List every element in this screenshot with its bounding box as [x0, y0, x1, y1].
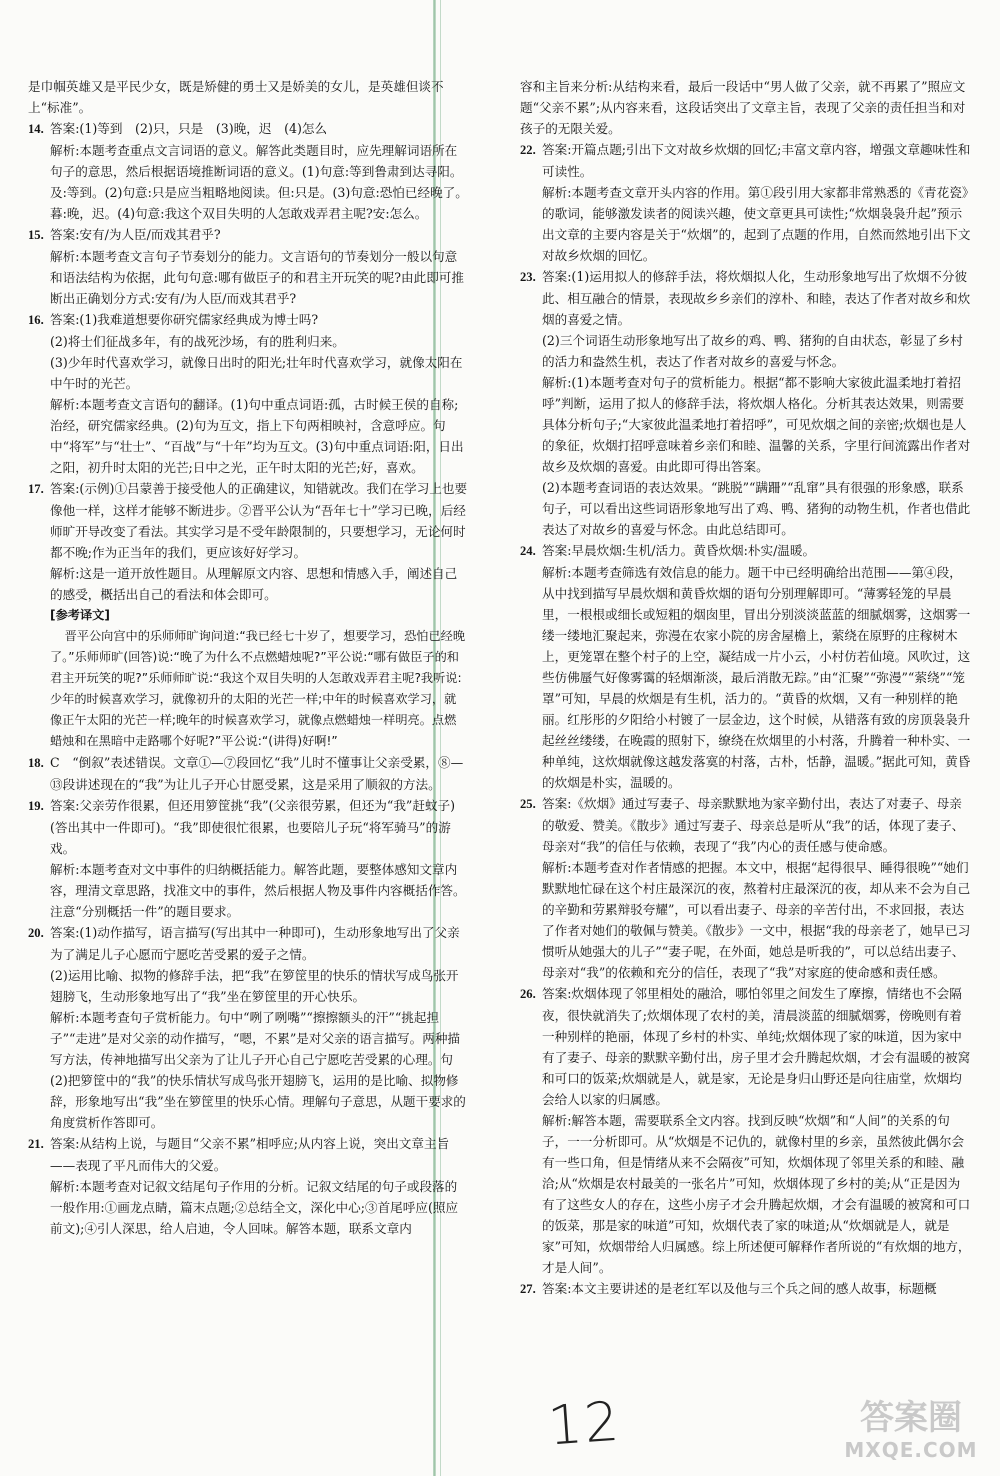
watermark-text: 答案圈	[860, 1398, 962, 1438]
answer-paragraph	[50, 394, 468, 478]
answer-item	[28, 118, 468, 224]
paragraph-text: (2)三个词语生动形象地写出了故乡的鸡、鸭、猪狗的自由状态，彰显了乡村的活力和盎然生机，表达了作者对故乡的喜爱与怀念。	[542, 333, 963, 369]
paragraph-text: 解析:本题考查文言语句的翻译。(1)句中重点词语:孤，古时候王侯的自称;治经，研究儒家经典。(2)句为互文，指上下句两相映衬，含意呼应。句中“将军”与“壮士”、“百战”与“十年”均为互文。(3)句中重点词语:阳，日出之阳，初升时太阳的光芒;日中之光，正午时太阳的光芒;好，喜欢。	[50, 397, 464, 475]
paragraph-text: (3)少年时代喜欢学习，就像日出时的阳光;壮年时代喜欢学习，就像太阳在中午时的光芒。	[50, 355, 463, 391]
answer-item	[28, 76, 468, 118]
answer-item	[520, 266, 972, 540]
answer-paragraph	[28, 309, 468, 331]
paragraph-text: 解析:本题考查对文中事件的归纳概括能力。解答此题，要整体感知文章内容，理清文章思路，找准文中的事件，然后根据人物及事件内容概括作答。注意“分别概括一件”的题目要求。	[50, 862, 466, 919]
paragraph-text: (2)本题考查词语的表达效果。“跳脱”“蹒跚”“乱窜”具有很强的形象感，联系句子，可以看出这些词语形象地写出了鸡、鸭、猪狗的动物生机，作者也借此表达了对故乡的喜爱与怀念。由此总结即可。	[542, 480, 971, 537]
question-number: 15.	[28, 228, 44, 242]
question-number: 16.	[28, 313, 44, 327]
paragraph-text: 解析:这是一道开放性题目。从理解原文内容、思想和情感入手，阐述自己的感受，概括出自己的看法和体会即可。	[50, 566, 458, 602]
paragraph-text: (2)运用比喻、拟物的修辞手法，把“我”在箩筐里的快乐的情状写成鸟张开翅膀飞，生动形象地写出了“我”坐在箩筐里的开心快乐。	[50, 968, 459, 1004]
answer-paragraph	[28, 795, 468, 859]
paragraph-text: 解析:(1)本题考查对句子的赏析能力。根据“都不影响大家彼此温柔地打着招呼”判断，运用了拟人的修辞手法，将炊烟人格化。分析其表达效果，则需要具体分析句子;“大家彼此温柔地打着招呼”，可见炊烟之间的亲密;炊烟也是人的象征，炊烟打招呼意味着乡亲们和睦、温馨的关系，字里行间流露出作者对故乡及炊烟的喜爱。由此即可得出答案。	[542, 375, 971, 474]
paragraph-text: 答案:本文主要讲述的是老红军以及他与三个兵之间的感人故事，标题概	[542, 1281, 937, 1296]
answer-paragraph	[50, 352, 468, 394]
answer-paragraph	[520, 76, 972, 139]
answer-paragraph	[520, 139, 972, 182]
answer-paragraph	[542, 182, 972, 266]
answer-item	[520, 76, 972, 139]
answer-item	[520, 139, 972, 266]
answer-item	[28, 922, 468, 1133]
paragraph-text: C “倒叙”表述错误。文章①—⑦段回忆“我”儿时不懂事让父亲受累，⑧—⑬段讲述现在的“我”为让儿子开心甘愿受累，这是采用了顺叙的方法。	[50, 755, 464, 792]
answer-item	[520, 793, 972, 983]
paragraph-text: 解析:本题考查文章开头内容的作用。第①段引用大家都非常熟悉的《青花瓷》的歌词，能够激发读者的阅读兴趣，使文章更具可读性;“炊烟袅袅升起”预示出文章的主要内容是关于“炊烟”的，起到了点题的作用，自然而然地引出下文对故乡炊烟的回忆。	[542, 185, 971, 263]
answer-paragraph	[542, 857, 972, 983]
right-column	[520, 76, 972, 1300]
question-number: 23.	[520, 270, 536, 284]
answer-paragraph	[28, 478, 468, 563]
paragraph-text: 解析:本题考查句子赏析能力。句中“咧了咧嘴”“擦擦额头的汗”“挑起担子”“走进”是对父亲的动作描写，“嗯，不累”是对父亲的语言描写。两种描写方法，传神地描写出父亲为了让儿子开心自己宁愿吃苦受累的心理。句(2)把箩筐中的“我”的快乐情状写成鸟张开翅膀飞，运用的是比喻、拟物修辞，形象地写出“我”坐在箩筐里的快乐心情。理解句子意思，从题干要求的角度赏析作答即可。	[50, 1010, 466, 1130]
answer-item	[28, 309, 468, 478]
paragraph-text: (2)将士们征战多年，有的战死沙场，有的胜利归来。	[50, 334, 345, 349]
answer-paragraph	[28, 752, 468, 795]
question-number: 17.	[28, 482, 44, 496]
answer-paragraph	[28, 1133, 468, 1176]
paragraph-text: 答案:父亲劳作很累，但还用箩筐挑“我”(父亲很劳累，但还为“我”赶蚊子)(答出其中一件即可)。“我”即使很忙很累，也要陪儿子玩“将军骑马”的游戏。	[50, 798, 456, 856]
question-number: 25.	[520, 797, 536, 811]
answer-item	[28, 478, 468, 605]
paragraph-text: 是巾帼英雄又是平民少女，既是矫健的勇士又是娇美的女儿，是英雄但谈不上“标准”。	[28, 79, 444, 115]
question-number: 21.	[28, 1137, 44, 1151]
answer-paragraph	[28, 922, 468, 965]
paragraph-text: 答案:(1)动作描写，语言描写(写出其中一种即可)，生动形象地写出了父亲为了满足儿子心愿而宁愿吃苦受累的爱子之情。	[50, 925, 460, 962]
answer-paragraph	[50, 1007, 468, 1133]
paragraph-text: 解析:本题考查重点文言词语的意义。解答此类题目时，应先理解词语所在句子的意思，然后根据语境推断词语的意义。(1)句意:等到鲁肃到达寻阳。及:等到。(2)句意:只是应当粗略地阅读。但:只是。(3)句意:恐怕已经晚了。暮:晚，迟。(4)句意:我这个双目失明的人怎敢戏弄君主呢?安:怎么。	[50, 143, 468, 221]
answer-item	[520, 1278, 972, 1300]
answer-paragraph	[542, 1110, 972, 1278]
paragraph-text: 解析:本题考查对作者情感的把握。本文中，根据“起得很早、睡得很晚”“她们默默地忙碌在这个村庄最深沉的夜，熬着村庄最深沉的夜，却从来不会为自己的辛勤和劳累辩驳夸耀”，可以看出妻子、母亲的辛苦付出，不求回报，表达了作者对她们的敬佩与赞美。《散步》一文中，根据“我的母亲老了，她早已习惯听从她强大的儿子”“妻子呢，在外面，她总是听我的”，可以总结出妻子、母亲对“我”的依赖和充分的信任，表现了“我”对家庭的使命感和责任感。	[542, 860, 971, 980]
answer-paragraph	[520, 983, 972, 1110]
answer-paragraph	[542, 330, 972, 372]
paragraph-text: 答案:(1)运用拟人的修辞手法，将炊烟拟人化，生动形象地写出了炊烟不分彼此、相互融合的情景，表现故乡乡亲们的淳朴、和睦，表达了作者对故乡和炊烟的喜爱之情。	[542, 269, 971, 327]
question-number: 26.	[520, 987, 536, 1001]
paragraph-text: 答案:(1)等到 (2)只，只是 (3)晚，迟 (4)怎么	[50, 121, 328, 136]
paragraph-text: 容和主旨来分析:从结构来看，最后一段话中“男人做了父亲，就不再累了”照应文题“父亲不累”;从内容来看，这段话突出了文章主旨，表现了父亲的责任担当和对孩子的无限关爱。	[520, 79, 966, 136]
answer-paragraph	[520, 266, 972, 330]
paragraph-text: 答案:开篇点题;引出下文对故乡炊烟的回忆;丰富文章内容，增强文章趣味性和可读性。	[542, 142, 971, 179]
question-number: 27.	[520, 1282, 536, 1296]
answer-item	[28, 795, 468, 922]
answer-item	[520, 983, 972, 1278]
answer-paragraph	[50, 859, 468, 922]
answer-item	[28, 752, 468, 795]
answer-paragraph	[50, 1176, 468, 1239]
paragraph-text: 答案:(1)我难道想要你研究儒家经典成为博士吗?	[50, 312, 319, 327]
paragraph-text: 答案:从结构上说，与题目“父亲不累”相呼应;从内容上说，突出文章主旨——表现了平凡而伟大的父爱。	[50, 1136, 450, 1173]
reference-translation	[28, 605, 468, 752]
paragraph-text: 解析:解答本题，需要联系全文内容。找到反映“炊烟”和“人间”的关系的句子，一一分析即可。从“炊烟是不记仇的，就像村里的乡亲，虽然彼此偶尔会有一些口角，但是情绪从来不会隔夜”可知，炊烟体现了邻里关系的和睦、融洽;从“炊烟是农村最美的一张名片”可知，炊烟体现了乡村的美;从“正是因为有了这些女人的存在，这些小房子才会升腾起炊烟，才会有温暖的被窝和可口的饭菜，那是家的味道”可知，炊烟代表了家的味道;从“炊烟就是人，就是家”可知，炊烟带给人归属感。综上所述便可解释作者所说的“有炊烟的地方，才是人间”。	[542, 1113, 971, 1275]
paragraph-text: 解析:本题考查文言句子节奏划分的能力。文言语句的节奏划分一般以句意和语法结构为依据，此句句意:哪有做臣子的和君主开玩笑的呢?由此即可推断出正确划分方式:安有/为人臣/而戏其君乎?	[50, 249, 464, 306]
paragraph-text: 答案:《炊烟》通过写妻子、母亲默默地为家辛勤付出，表达了对妻子、母亲的敬爱、赞美。《散步》通过写妻子、母亲总是听从“我”的话，体现了妻子、母亲对“我”的信任与依赖，表现了“我”内心的责任感与使命感。	[542, 796, 965, 854]
answer-paragraph	[542, 477, 972, 540]
watermark-url: MXQE.COM	[844, 1438, 978, 1462]
answer-paragraph	[520, 793, 972, 857]
paragraph-text: 答案:安有/为人臣/而戏其君乎?	[50, 227, 221, 242]
question-number: 14.	[28, 122, 44, 136]
question-number: 20.	[28, 926, 44, 940]
answer-item	[520, 540, 972, 793]
answer-paragraph	[520, 1278, 972, 1300]
answer-paragraph	[50, 140, 468, 224]
paragraph-text: 答案:(示例)①吕蒙善于接受他人的正确建议，知错就改。我们在学习上也要像他一样，这样才能够不断进步。②晋平公认为“吾年七十”学习已晚，后经师旷开导改变了看法。其实学习是不受年龄限制的，只要想学习，无论何时都不晚;作为正当年的我们，更应该好好学习。	[50, 481, 468, 560]
answer-paragraph	[28, 76, 468, 118]
page-number: 12	[545, 1389, 623, 1458]
answer-paragraph	[520, 540, 972, 562]
left-column	[28, 76, 468, 1239]
answer-paragraph	[28, 118, 468, 140]
paragraph-text: 解析:本题考查对记叙文结尾句子作用的分析。记叙文结尾的句子或段落的一般作用:①画龙点睛，篇末点题;②总结全文，深化中心;③首尾呼应(照应前文);④引人深思，给人启迪，令人回味。解答本题，联系文章内	[50, 1179, 459, 1236]
question-number: 24.	[520, 544, 536, 558]
paragraph-text: 答案:炊烟体现了邻里相处的融洽，哪怕邻里之间发生了摩擦，情绪也不会隔夜，很快就消失了;炊烟体现了农村的美，清晨淡蓝的细腻烟雾，傍晚则有着一种别样的艳丽，体现了乡村的朴实、单纯;炊烟体现了家的味道，因为家中有了妻子、母亲的默默辛勤付出，房子里才会升腾起炊烟，才会有温暖的被窝和可口的饭菜;炊烟就是人，就是家，无论是身归山野还是向往庙堂，炊烟均会给人以家的归属感。	[542, 986, 971, 1107]
translation-title: [参考译文]	[50, 608, 110, 622]
answer-paragraph	[28, 224, 468, 246]
watermark-logo	[836, 1398, 986, 1468]
translation-paragraph: 晋平公向宫中的乐师师旷询问道:“我已经七十岁了，想要学习，恐怕已经晚了。”乐师师旷(回答)说:“晚了为什么不点燃蜡烛呢?”平公说:“哪有做臣子的和君主开玩笑的呢?”乐师师旷说:“我这个双目失明的人怎敢戏弄君主呢?我听说:少年的时候喜欢学习，就像初升的太阳的光芒一样;中年的时候喜欢学习，就像正午太阳的光芒一样;晚年的时候喜欢学习，就像点燃蜡烛一样明亮。点燃蜡烛和在黑暗中走路哪个好呢?”平公说:“(讲得)好啊!”	[50, 629, 466, 748]
paragraph-text: 解析:本题考查筛选有效信息的能力。题干中已经明确给出范围——第④段，从中找到描写早晨炊烟和黄昏炊烟的语句分别理解即可。“薄雾轻笼的早晨里，一根根或细长或短粗的烟囱里，冒出分别淡淡蓝蓝的细腻烟雾，这烟雾一缕一缕地汇聚起来，弥漫在农家小院的房舍屋檐上，萦绕在原野的庄稼树木上，更笼罩在整个村子的上空，凝结成一片小云，小村仿若仙境。风吹过，这些仿佛蜃气好像雾霭的轻烟渐淡，最后消散无踪。”由“汇聚”“弥漫”“萦绕”“笼罩”可知，早晨的炊烟是有生机，活力的。“黄昏的炊烟，又有一种别样的艳丽。红彤彤的夕阳给小村镀了一层金边，这个时候，从错落有致的房顶袅袅升起丝丝缕缕，在晚霞的照射下，缭绕在炊烟里的小村落，升腾着一种朴实、一种单纯，这炊烟就像这越发落寞的村落，古朴，恬静，温暖。”据此可知，黄昏的炊烟是朴实，温暖的。	[542, 565, 971, 790]
question-number: 18.	[28, 756, 44, 770]
answer-paragraph	[50, 246, 468, 309]
answer-paragraph	[50, 563, 468, 605]
question-number: 22.	[520, 143, 536, 157]
question-number: 19.	[28, 799, 44, 813]
answer-item	[28, 224, 468, 309]
answer-paragraph	[542, 562, 972, 793]
answer-item	[28, 1133, 468, 1239]
answer-paragraph	[542, 372, 972, 477]
answer-paragraph	[50, 331, 468, 352]
answer-paragraph	[50, 965, 468, 1007]
paragraph-text: 答案:早晨炊烟:生机/活力。黄昏炊烟:朴实/温暖。	[542, 543, 816, 558]
